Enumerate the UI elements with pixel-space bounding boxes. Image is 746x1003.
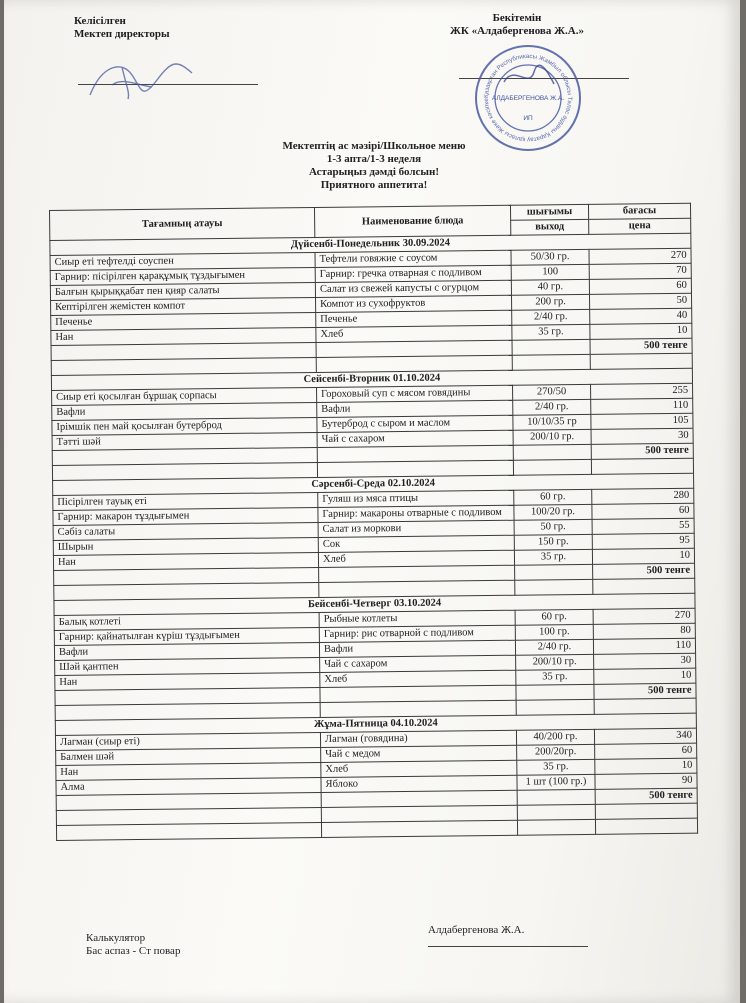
- dish-ru: Тефтели говяжие с соусом: [315, 250, 511, 267]
- dish-price: 105: [591, 413, 693, 429]
- dish-ru: Салат из свежей капусты с огурцом: [315, 280, 511, 297]
- approval-right: [450, 12, 584, 38]
- dish-ru: Вафли: [317, 400, 513, 417]
- footer-roles: [86, 932, 180, 958]
- dish-out: 50/30 гр.: [511, 249, 589, 265]
- day-name: Бейсенбі-Четверг 03.10.2024: [54, 593, 695, 615]
- dish-ru: Гарнир: гречка отварная с подливом: [315, 265, 511, 282]
- dish-price: 340: [594, 728, 696, 744]
- dish-kz: Алма: [56, 777, 321, 795]
- dish-price: 30: [594, 653, 696, 669]
- dish-price: 95: [592, 533, 694, 549]
- dish-ru: Лагман (говядина): [320, 730, 516, 747]
- svg-text:ИП: ИП: [523, 115, 533, 122]
- dish-price: 60: [592, 503, 694, 519]
- dish-kz: Ірімшік пен май қосылған бутерброд: [52, 417, 317, 435]
- dish-ru: Яблоко: [321, 775, 517, 792]
- paper-sheet: [4, 0, 740, 1003]
- dish-out: 35 гр.: [512, 324, 590, 340]
- day-total: 500 тенге: [591, 443, 693, 459]
- dish-kz: Сиыр еті тефтелді соуспен: [50, 252, 315, 270]
- dish-kz: Шәй қантпен: [55, 657, 320, 675]
- dish-out: 35 гр.: [517, 759, 595, 775]
- dish-out: 60 гр.: [514, 489, 592, 505]
- dish-price: 10: [590, 323, 692, 339]
- dish-out: 2/40 гр.: [512, 309, 590, 325]
- dish-kz: Печенье: [51, 312, 316, 330]
- dish-price: 10: [594, 668, 696, 684]
- dish-price: 270: [589, 248, 691, 264]
- dish-ru: Гарнир: рис отварной с подливом: [319, 625, 515, 642]
- dish-out: 200/20гр.: [517, 744, 595, 760]
- approval-left: [74, 15, 170, 41]
- dish-price: 90: [595, 773, 697, 789]
- dish-kz: Тәтті шәй: [52, 432, 317, 450]
- dish-kz: Балық котлеті: [54, 612, 319, 630]
- dish-ru: Чай с сахаром: [317, 430, 513, 447]
- dish-out: 1 шт (100 гр.): [517, 774, 595, 790]
- dish-kz: Балғын қырыққабат пен қияр салаты: [50, 282, 315, 300]
- footer-signature-line: [428, 946, 588, 947]
- footer-role2: Бас аспаз - Ст повар: [86, 945, 181, 957]
- dish-out: 150 гр.: [514, 534, 592, 550]
- title-line3: Астарыңыз дәмді болсын!: [308, 166, 440, 178]
- dish-price: 50: [589, 293, 691, 309]
- dish-price: 280: [592, 488, 694, 504]
- dish-out: 100 гр.: [515, 624, 593, 640]
- title-line1: Мектептің ас мәзірі/Школьное меню: [282, 140, 466, 152]
- dish-out: 10/10/35 гр: [513, 414, 591, 430]
- dish-kz: Вафли: [54, 642, 319, 660]
- dish-ru: Гарнир: макароны отварные с подливом: [318, 505, 514, 522]
- dish-ru: Хлеб: [316, 325, 512, 342]
- dish-price: 40: [590, 308, 692, 324]
- dish-kz: Сәбіз салаты: [53, 522, 318, 540]
- dish-price: 270: [593, 608, 695, 624]
- dish-out: 2/40 гр.: [513, 399, 591, 415]
- dish-out: 35 гр.: [516, 669, 594, 685]
- day-name: Сейсенбі-Вторник 01.10.2024: [51, 368, 692, 390]
- dish-out: 100: [511, 264, 589, 280]
- dish-price: 55: [592, 518, 694, 534]
- dish-ru: Хлеб: [321, 760, 517, 777]
- dish-kz: Кептірілген жемістен компот: [51, 297, 316, 315]
- dish-ru: Компот из сухофруктов: [316, 295, 512, 312]
- menu-table: [49, 203, 698, 841]
- dish-out: 40 гр.: [511, 279, 589, 295]
- dish-out: 40/200 гр.: [516, 729, 594, 745]
- dish-ru: Рыбные котлеты: [319, 610, 515, 627]
- day-total: 500 тенге: [593, 563, 695, 579]
- dish-kz: Нан: [51, 327, 316, 345]
- dish-kz: Гарнир: пісірілген қарақұмық тұздығымен: [50, 267, 315, 285]
- col-header-price-kz: бағасы: [588, 203, 690, 219]
- dish-kz: Нан: [55, 672, 320, 690]
- svg-text:АЛДАБЕРГЕНОВА Ж.А.: АЛДАБЕРГЕНОВА Ж.А.: [491, 95, 565, 102]
- footer-role1: Калькулятор: [86, 932, 146, 944]
- dish-ru: Бутерброд с сыром и маслом: [317, 415, 513, 432]
- dish-ru: Хлеб: [320, 670, 516, 687]
- dish-out: 60 гр.: [515, 609, 593, 625]
- dish-price: 70: [589, 263, 691, 279]
- col-header-out-ru: выход: [511, 219, 589, 235]
- dish-ru: Чай с сахаром: [320, 655, 516, 672]
- dish-out: 100/20 гр.: [514, 504, 592, 520]
- dish-kz: Сиыр еті қосылған бұршақ сорпасы: [52, 387, 317, 405]
- dish-kz: Гарнир: қайнатылған күріш тұздығымен: [54, 627, 319, 645]
- approval-right-title: Бекітемін: [492, 12, 542, 24]
- dish-out: 35 гр.: [514, 549, 592, 565]
- day-total: 500 тенге: [595, 788, 697, 804]
- col-header-price-ru: цена: [589, 218, 691, 234]
- dish-kz: Гарнир: макарон тұздығымен: [53, 507, 318, 525]
- day-name: Дүйсенбі-Понедельник 30.09.2024: [50, 233, 691, 255]
- dish-out: 2/40 гр.: [515, 639, 593, 655]
- approval-left-role: Мектеп директоры: [74, 28, 170, 40]
- svg-text:Қазақстан Республикасы Жамбыл: Қазақстан Республикасы Жамбыл облысы Талас ауданы Қаратау қаласы Жеке кәсіпке: [482, 52, 574, 144]
- day-name: Жұма-Пятница 04.10.2024: [55, 713, 696, 735]
- approval-right-name: ЖК «Алдабергенова Ж.А.»: [450, 25, 584, 37]
- company-stamp: [474, 44, 582, 152]
- col-header-kz: Тағамның атауы: [50, 207, 315, 240]
- dish-price: 110: [591, 398, 693, 414]
- dish-ru: Салат из моркови: [318, 520, 514, 537]
- dish-out: 200 гр.: [511, 294, 589, 310]
- col-header-ru: Наименование блюда: [314, 205, 510, 237]
- dish-price: 60: [595, 743, 697, 759]
- title-line4: Приятного аппетита!: [320, 179, 428, 191]
- dish-out: 200/10 гр.: [513, 429, 591, 445]
- approval-left-title: Келісілген: [74, 15, 126, 27]
- footer-signer-name: Алдабергенова Ж.А.: [428, 924, 525, 936]
- dish-ru: Гуляш из мяса птицы: [318, 490, 514, 507]
- dish-price: 80: [593, 623, 695, 639]
- dish-ru: Вафли: [319, 640, 515, 657]
- dish-out: 270/50: [513, 384, 591, 400]
- dish-kz: Лагман (сиыр еті): [55, 732, 320, 750]
- dish-ru: Сок: [318, 535, 514, 552]
- dish-price: 255: [591, 383, 693, 399]
- dish-price: 10: [595, 758, 697, 774]
- dish-price: 10: [592, 548, 694, 564]
- dish-ru: Печенье: [316, 310, 512, 327]
- day-total: 500 тенге: [594, 683, 696, 699]
- title-line2: 1-3 апта/1-3 неделя: [326, 153, 422, 165]
- dish-kz: Балмен шәй: [56, 747, 321, 765]
- dish-ru: Гороховый суп с мясом говядины: [317, 385, 513, 402]
- col-header-out-kz: шығымы: [510, 204, 588, 220]
- day-name: Сәрсенбі-Среда 02.10.2024: [53, 473, 694, 495]
- dish-kz: Вафли: [52, 402, 317, 420]
- footer-signer: [428, 924, 524, 937]
- director-signature: [82, 55, 202, 105]
- menu-title: [224, 140, 524, 192]
- dish-ru: Хлеб: [318, 550, 514, 567]
- dish-out: 50 гр.: [514, 519, 592, 535]
- dish-price: 30: [591, 428, 693, 444]
- dish-kz: Пісірілген тауық еті: [53, 492, 318, 510]
- dish-out: 200/10 гр.: [516, 654, 594, 670]
- dish-kz: Нан: [56, 762, 321, 780]
- dish-price: 60: [589, 278, 691, 294]
- dish-kz: Шырын: [53, 537, 318, 555]
- dish-ru: Чай с медом: [321, 745, 517, 762]
- day-total: 500 тенге: [590, 338, 692, 354]
- dish-kz: Нан: [53, 552, 318, 570]
- dish-price: 110: [593, 638, 695, 654]
